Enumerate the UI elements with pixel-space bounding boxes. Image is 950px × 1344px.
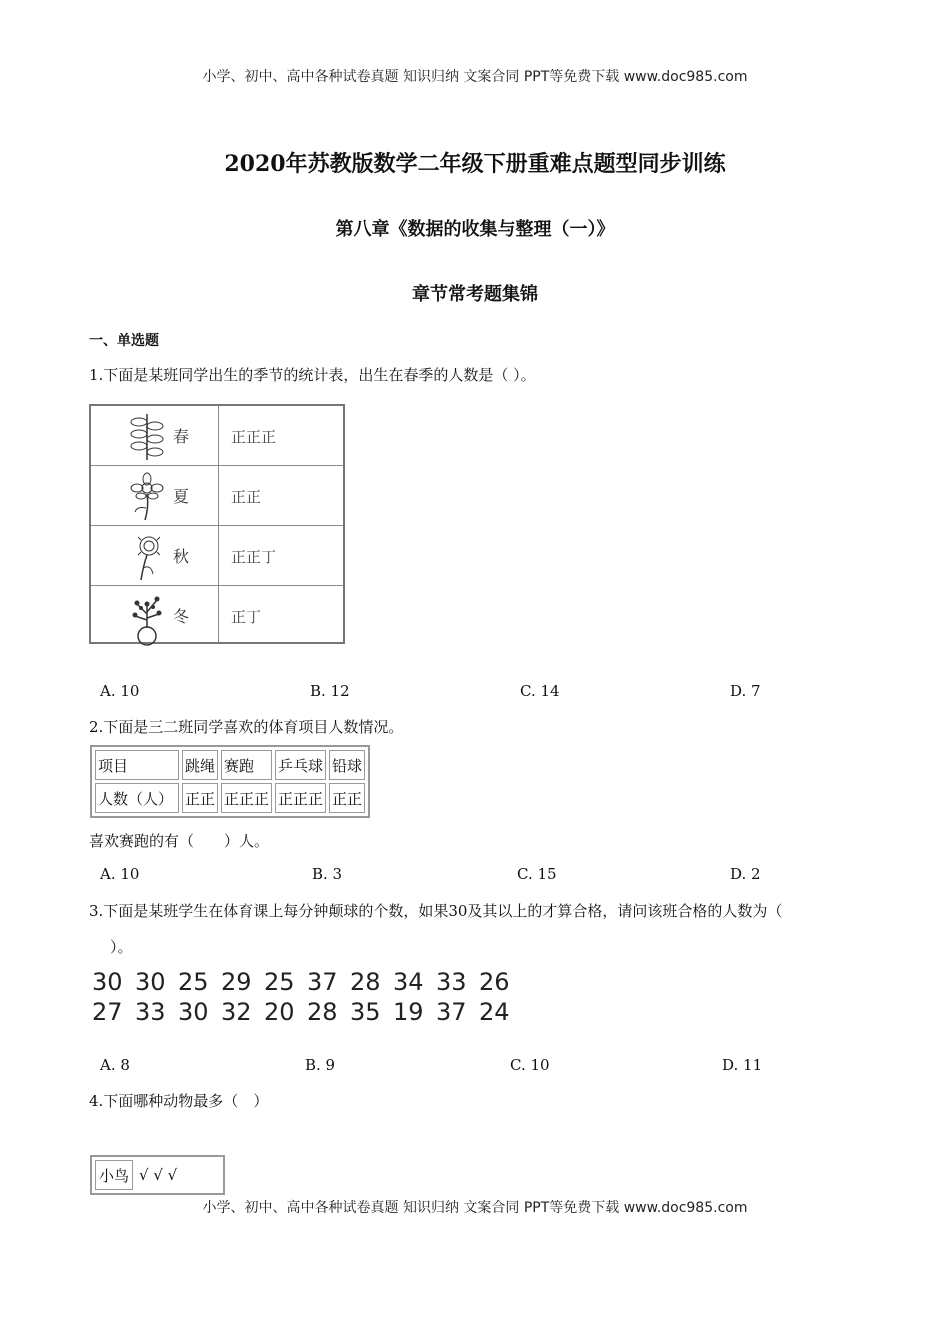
q3-option-b[interactable]: B. 9 <box>305 1056 336 1074</box>
winter-potted-plant-icon <box>127 592 167 646</box>
q1-option-a[interactable]: A. 10 <box>100 682 140 700</box>
count-value: 32 <box>221 998 252 1026</box>
section-heading: 一、单选题 <box>89 333 159 349</box>
q3-text-cont: ）。 <box>110 938 133 956</box>
juggling-counts <box>92 968 522 1028</box>
spring-plant-icon <box>127 412 167 462</box>
count-value: 19 <box>393 998 424 1026</box>
count-value: 37 <box>436 998 467 1026</box>
page-footer: 小学、初中、高中各种试卷真题 知识归纳 文案合同 PPT等免费下载 www.doc985.com <box>202 1200 748 1216</box>
count-value: 27 <box>92 998 123 1026</box>
season-row <box>91 586 343 646</box>
season-tally: 正正 <box>231 488 262 506</box>
count-value: 26 <box>479 968 510 996</box>
table-cell: 正正 <box>182 783 218 813</box>
count-value: 30 <box>135 968 166 996</box>
season-tally: 正正正 <box>231 428 277 446</box>
season-row <box>91 406 343 466</box>
sports-table <box>90 745 370 818</box>
count-value: 20 <box>264 998 295 1026</box>
season-name: 夏 <box>173 487 190 506</box>
q2-option-a[interactable]: A. 10 <box>100 865 140 883</box>
q3-option-d[interactable]: D. 11 <box>722 1056 763 1074</box>
page-header: 小学、初中、高中各种试卷真题 知识归纳 文案合同 PPT等免费下载 www.doc985.com <box>202 69 748 85</box>
season-tally-table <box>89 404 345 644</box>
number-row <box>92 998 522 1028</box>
check-marks: √ √ √ <box>139 1166 178 1184</box>
table-cell: 人数（人） <box>95 783 179 813</box>
autumn-flower-icon <box>127 532 167 582</box>
count-value: 24 <box>479 998 510 1026</box>
count-value: 25 <box>178 968 209 996</box>
q2-option-c[interactable]: C. 15 <box>517 865 557 883</box>
q2-option-b[interactable]: B. 3 <box>312 865 343 883</box>
q1-option-b[interactable]: B. 12 <box>310 682 350 700</box>
count-value: 33 <box>436 968 467 996</box>
q3-option-c[interactable]: C. 10 <box>510 1056 550 1074</box>
table-cell: 正正正 <box>221 783 272 813</box>
animal-table <box>90 1155 225 1195</box>
count-value: 34 <box>393 968 424 996</box>
count-value: 35 <box>350 998 381 1026</box>
table-cell: 正正正 <box>275 783 326 813</box>
count-value: 29 <box>221 968 252 996</box>
count-value: 30 <box>92 968 123 996</box>
table-cell: 项目 <box>95 750 179 780</box>
q1-option-d[interactable]: D. 7 <box>730 682 761 700</box>
table-cell: 跳绳 <box>182 750 218 780</box>
q2-option-d[interactable]: D. 2 <box>730 865 761 883</box>
q3-text: 3.下面是某班学生在体育课上每分钟颠球的个数，如果30及其以上的才算合格，请问该班合格的人数为（ <box>89 902 783 920</box>
table-cell: 赛跑 <box>221 750 272 780</box>
q4-text: 4.下面哪种动物最多（ ） <box>89 1092 269 1110</box>
q2-text: 2.下面是三二班同学喜欢的体育项目人数情况。 <box>89 718 404 736</box>
q3-option-a[interactable]: A. 8 <box>100 1056 130 1074</box>
count-value: 25 <box>264 968 295 996</box>
table-row <box>95 750 365 780</box>
season-tally: 正正丁 <box>231 548 277 566</box>
chapter-title: 第八章《数据的收集与整理（一）》 <box>335 219 615 240</box>
count-value: 28 <box>307 998 338 1026</box>
table-cell: 乒乓球 <box>275 750 326 780</box>
count-value: 28 <box>350 968 381 996</box>
table-cell: 铅球 <box>329 750 365 780</box>
subtitle: 章节常考题集锦 <box>412 284 538 305</box>
number-row <box>92 968 522 998</box>
q1-text: 1.下面是某班同学出生的季节的统计表，出生在春季的人数是（ ）。 <box>89 366 536 384</box>
season-name: 春 <box>173 427 190 446</box>
season-tally: 正丁 <box>231 608 262 626</box>
table-cell: 小鸟 <box>95 1160 133 1190</box>
season-name: 冬 <box>173 607 190 626</box>
count-value: 33 <box>135 998 166 1026</box>
summer-flower-icon <box>127 472 167 522</box>
q1-option-c[interactable]: C. 14 <box>520 682 560 700</box>
table-cell: 正正 <box>329 783 365 813</box>
table-row <box>95 783 365 813</box>
table-row <box>95 1160 220 1190</box>
season-row <box>91 466 343 526</box>
season-row <box>91 526 343 586</box>
q2-question: 喜欢赛跑的有（ ）人。 <box>89 832 270 850</box>
main-title: 2020年苏教版数学二年级下册重难点题型同步训练 <box>224 151 726 177</box>
count-value: 37 <box>307 968 338 996</box>
count-value: 30 <box>178 998 209 1026</box>
season-name: 秋 <box>173 547 190 566</box>
